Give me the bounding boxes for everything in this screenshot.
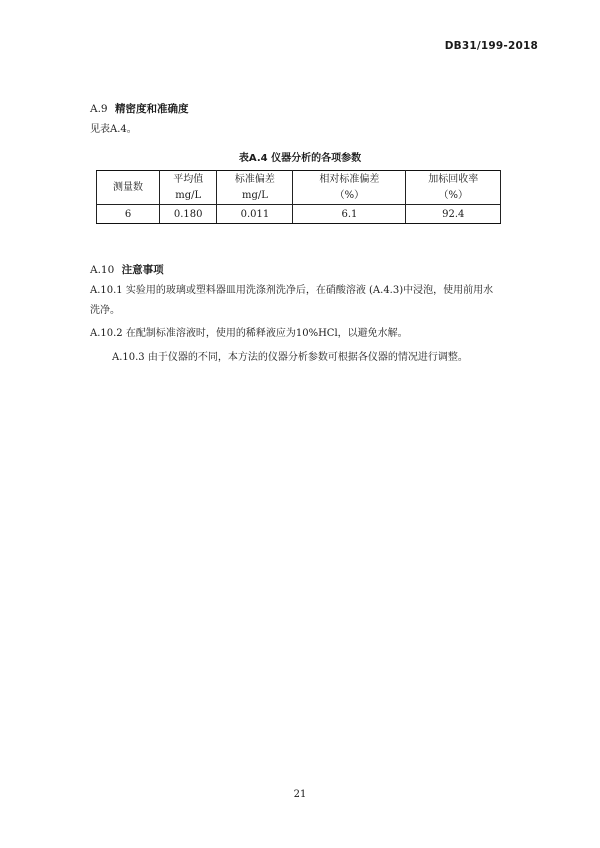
section-a9-text: 见表A.4。 [90,124,137,135]
header-count-label: 测量数 [113,181,143,193]
header-rsd-unit: （%） [334,189,365,201]
header-cell-std-dev [217,171,293,205]
header-cell-mean [160,171,217,205]
section-a10-2: A.10.2 在配制标准溶液时，使用的稀释液应为10%HCl，以避免水解。 [90,328,408,339]
cell-mean: 0.180 [160,205,217,224]
cell-rsd: 6.1 [293,205,406,224]
header-std-dev-label: 标准偏差 [234,173,275,185]
section-a10-1-line2: 洗净。 [90,305,120,316]
header-recovery-label: 加标回收率 [428,173,479,185]
header-std-dev-unit: mg/L [241,189,268,201]
header-mean-unit: mg/L [175,189,202,201]
header-cell-count [97,171,160,205]
section-a10-3: A.10.3 由于仪器的不同，本方法的仪器分析参数可根据各仪器的情况进行调整。 [112,352,468,363]
page-number: 21 [293,789,307,800]
section-a9-heading [90,101,188,116]
header-rsd-label: 相对标准偏差 [319,173,380,185]
header-recovery-unit: （%） [438,189,468,201]
section-a10-1-line1: A.10.1 实验用的玻璃或塑料器皿用洗涤剂洗净后，在硝酸溶液 (A.4.3)中浸泡，使用前用水 [90,285,494,296]
parameters-table [96,170,501,224]
table-row [97,205,501,224]
section-a10-title: 注意事项 [121,264,164,276]
section-a9-number: A.9 [90,103,108,115]
section-a10-number: A.10 [90,264,115,276]
table-caption: 表A.4 仪器分析的各项参数 [238,153,362,164]
table-header-row [97,171,501,205]
cell-recovery: 92.4 [406,205,501,224]
header-cell-rsd [293,171,406,205]
standard-code: DB31/199-2018 [444,40,538,52]
cell-std-dev: 0.011 [217,205,293,224]
header-mean-label: 平均值 [173,173,204,185]
section-a9-title: 精密度和准确度 [114,103,189,115]
cell-count: 6 [97,205,160,224]
section-a10-heading [90,262,164,277]
header-cell-recovery [406,171,501,205]
